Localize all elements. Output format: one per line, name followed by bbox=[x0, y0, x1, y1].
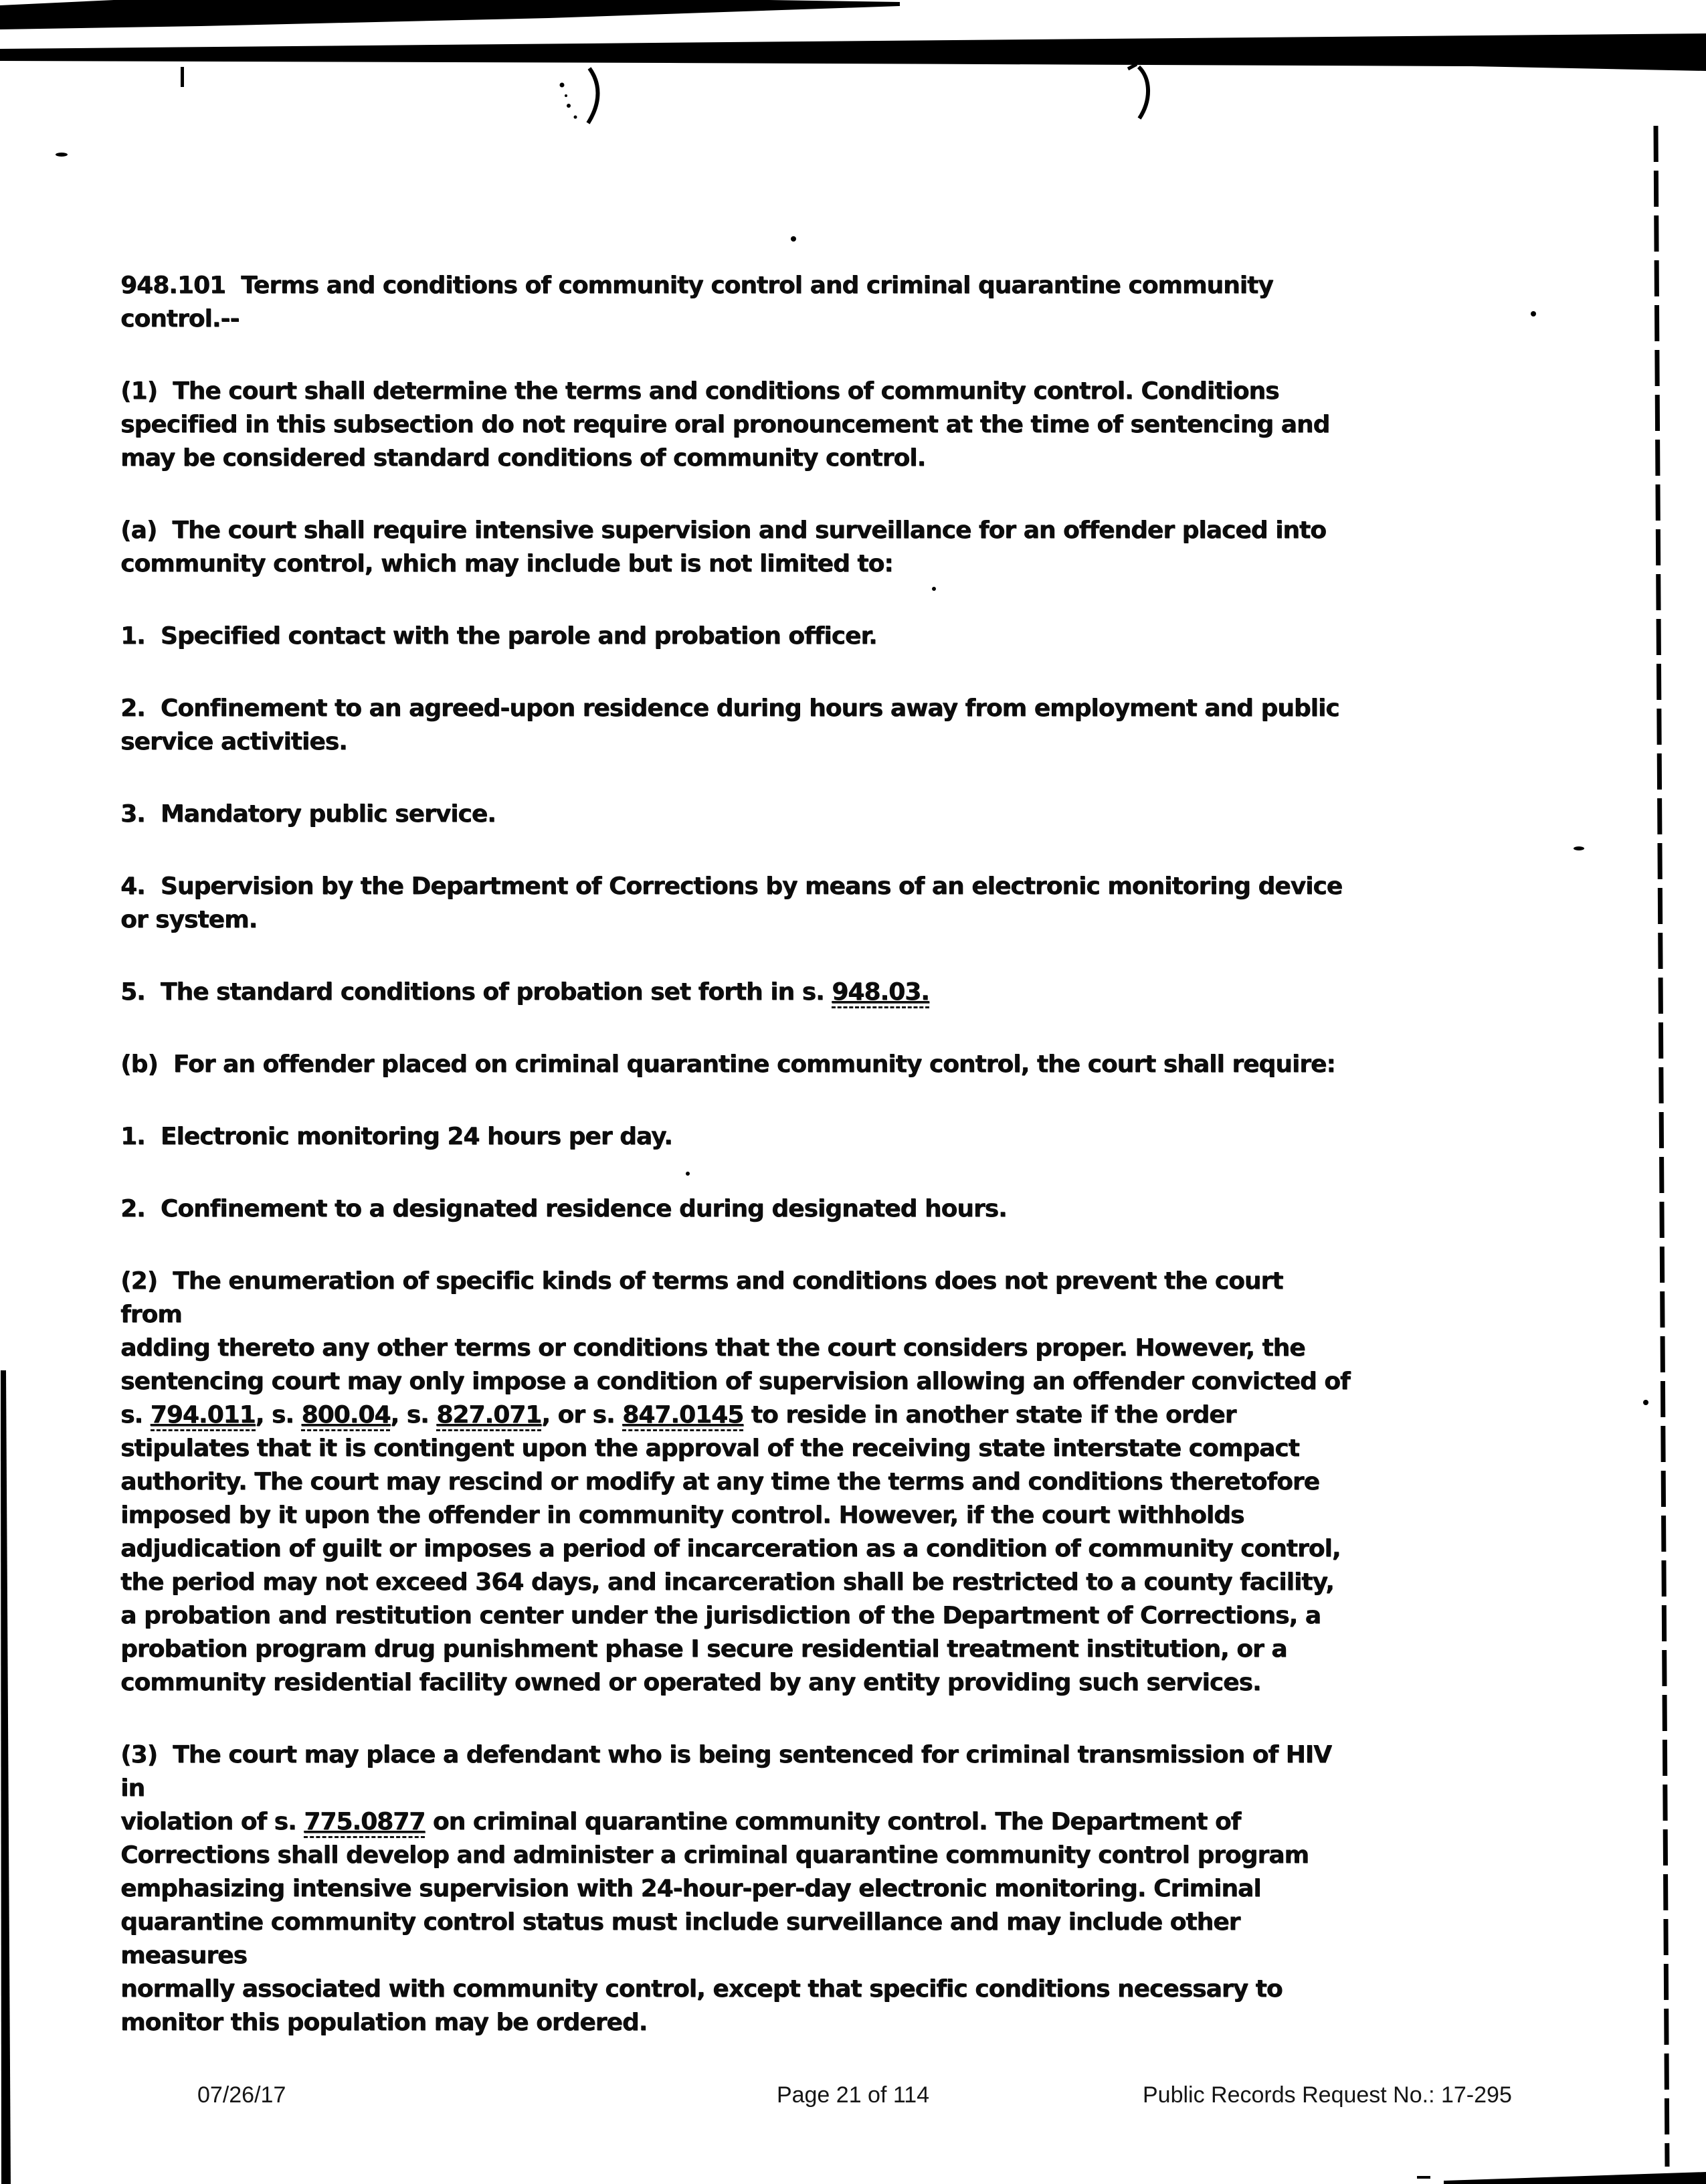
item-a1: 1. Specified contact with the parole and probation officer. bbox=[120, 622, 877, 650]
item-a3: 3. Mandatory public service. bbox=[120, 800, 496, 828]
footer-request-number: Public Records Request No.: 17-295 bbox=[1143, 2082, 1512, 2108]
scan-smudge-right bbox=[1139, 67, 1148, 118]
scan-band-top-full bbox=[0, 33, 1706, 71]
item-b2: 2. Confinement to a designated residence during designated hours. bbox=[120, 1195, 1007, 1222]
paragraph-1b: (b) For an offender placed on criminal quarantine community control, the court shall require: bbox=[120, 1051, 1335, 1078]
statute-reference: 775.0877 bbox=[304, 1808, 425, 1838]
paragraph-2: (2) The enumeration of specific kinds of terms and conditions does not prevent the court from adding thereto any other terms or conditions that the court considers proper. However, the sentencing court may only impose a condition of supervision allowing an offender convicted of s. 794.011, s. 800.04, s. 827.071, or s. 847.0145 to reside in another state if the order stipulates that it is contingent upon the approval of the receiving state interstate compact authority. The court may rescind or modify at any time the terms and conditions theretofore imposed by it upon the offender in community control. However, if the court withholds adjudication of guilt or imposes a period of incarceration as a condition of community control, the period may not exceed 364 days, and incarceration shall be restricted to a county facility, a probation and restitution center under the jurisdiction of the Department of Corrections, a probation program drug punishment phase I secure residential treatment institution, or a community residential facility owned or operated by any entity providing such services. bbox=[120, 1267, 1350, 1696]
paragraph-1a: (a) The court shall require intensive supervision and surveillance for an offender placed into community control, which may include but is not limited to: bbox=[120, 517, 1326, 577]
scan-band-top-left bbox=[0, 0, 900, 29]
footer-date: 07/26/17 bbox=[197, 2082, 286, 2108]
item-a5: 5. The standard conditions of probation set forth in s. 948.03. bbox=[120, 976, 1351, 1009]
statute-reference: 847.0145 bbox=[622, 1401, 743, 1431]
scan-left-edge-bar bbox=[1, 1370, 11, 2184]
statute-reference: 794.011 bbox=[151, 1401, 256, 1431]
statute-reference: 948.03. bbox=[832, 978, 929, 1008]
scan-smudge-left bbox=[588, 68, 598, 123]
scan-bottom-right-bar bbox=[1444, 2172, 1706, 2184]
item-a2: 2. Confinement to an agreed-upon residence during hours away from employment and public service activities. bbox=[120, 695, 1339, 755]
footer-page-number: Page 21 of 114 bbox=[776, 2082, 930, 2108]
page-footer bbox=[0, 2082, 1706, 2113]
paragraph-1: (1) The court shall determine the terms and conditions of community control. Conditions specified in this subsection do not require oral pronouncement at the time of sentencing and may be considered standard conditions of community control. bbox=[120, 377, 1330, 472]
statute-reference: 827.071 bbox=[436, 1401, 541, 1431]
document-body bbox=[120, 269, 1351, 2078]
section-heading: 948.101 Terms and conditions of community control and criminal quarantine community control.-- bbox=[120, 272, 1273, 333]
item-b1: 1. Electronic monitoring 24 hours per day. bbox=[120, 1123, 672, 1150]
item-a4: 4. Supervision by the Department of Corrections by means of an electronic monitoring device or system. bbox=[120, 873, 1343, 933]
scan-tick bbox=[181, 67, 184, 87]
scan-dashed-right-edge bbox=[1656, 126, 1667, 2167]
paragraph-3: (3) The court may place a defendant who is being sentenced for criminal transmission of HIV in violation of s. 775.0877 on criminal quarantine community control. The Department of Corrections shall develop and administer a criminal quarantine community control program emphasizing intensive supervision with 24-hour-per-day electronic monitoring. Criminal quarantine community control status must include surveillance and may include other measures normally associated with community control, except that specific conditions necessary to monitor this population may be ordered. bbox=[120, 1741, 1339, 2036]
statute-reference: 800.04 bbox=[301, 1401, 390, 1431]
